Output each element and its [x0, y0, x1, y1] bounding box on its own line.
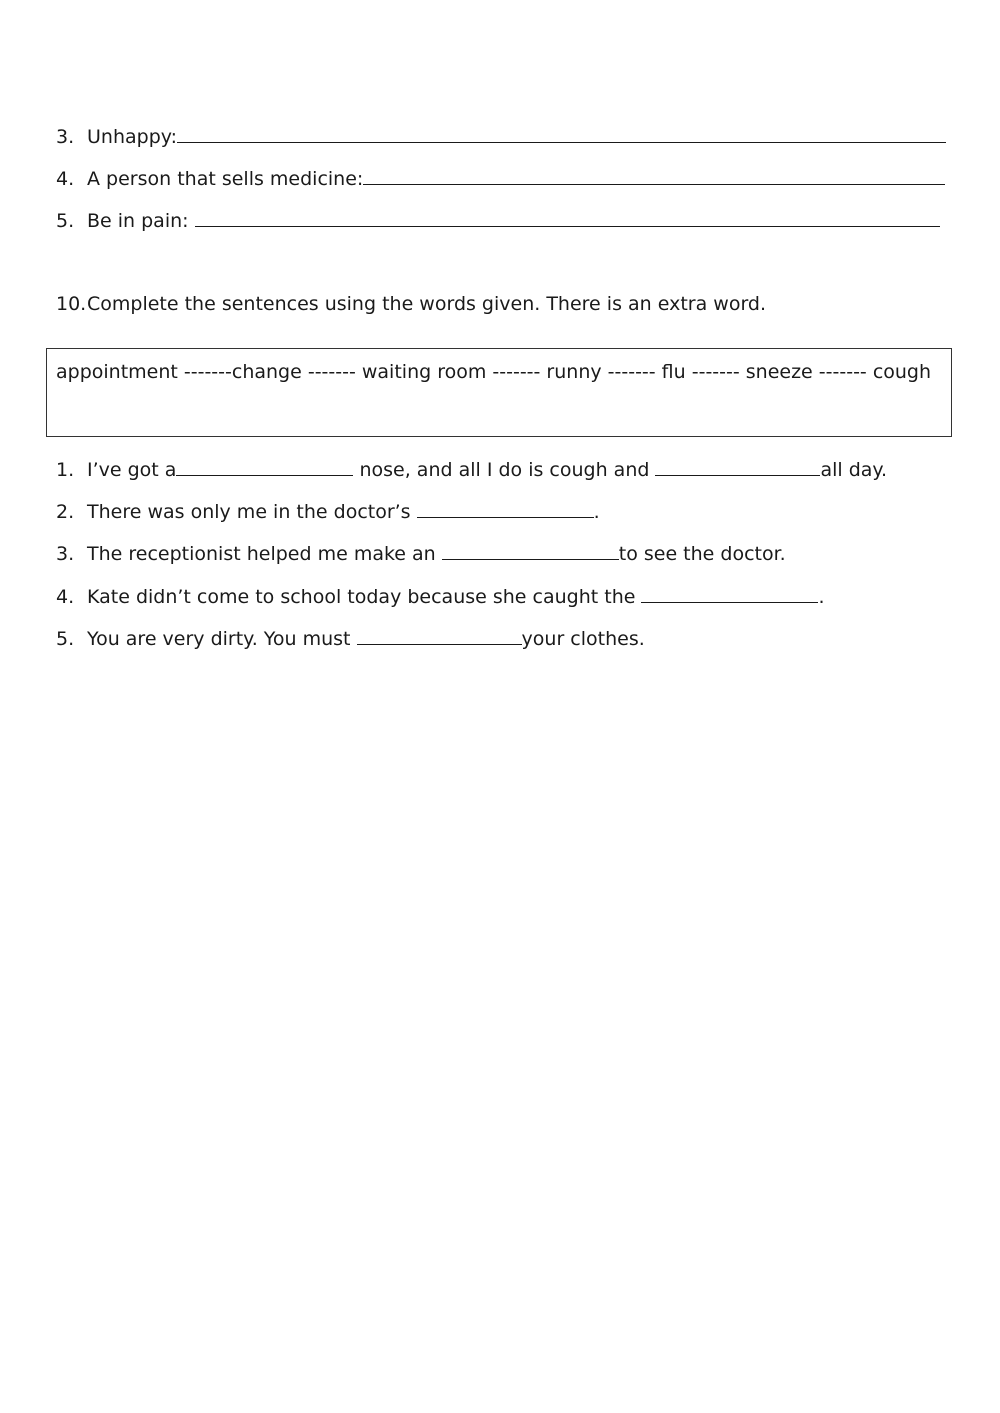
sentence-3 — [56, 541, 786, 566]
answer-blank[interactable] — [177, 124, 946, 143]
sentence-number: 1. — [56, 459, 75, 481]
sentence-text-after: your clothes. — [521, 628, 645, 650]
sentence-4 — [56, 584, 825, 609]
sentence-text-before: You are very dirty. You must — [87, 628, 357, 650]
word-bank-box — [46, 348, 952, 437]
sentence-2 — [56, 499, 600, 524]
answer-blank[interactable] — [176, 457, 353, 476]
vocab-item-4 — [56, 166, 945, 191]
sentence-5 — [56, 626, 645, 651]
answer-blank[interactable] — [195, 208, 940, 227]
sentence-text-after: all day. — [820, 459, 887, 481]
exercise-10-heading — [56, 292, 766, 316]
sentence-number: 5. — [56, 628, 75, 650]
sentence-1 — [56, 457, 887, 482]
sentence-number: 3. — [56, 543, 75, 565]
item-number: 3. — [56, 126, 75, 148]
answer-blank[interactable] — [357, 626, 522, 645]
answer-blank[interactable] — [442, 541, 619, 560]
sentence-text-before: The receptionist helped me make an — [87, 543, 442, 565]
sentence-text-before: I’ve got a — [87, 459, 177, 481]
answer-blank[interactable] — [655, 457, 820, 476]
item-prompt: Unhappy: — [87, 126, 178, 148]
item-prompt: A person that sells medicine: — [87, 168, 364, 190]
exercise-number: 10. — [56, 293, 87, 315]
answer-blank[interactable] — [363, 166, 945, 185]
vocab-item-3 — [56, 124, 946, 149]
item-number: 5. — [56, 210, 75, 232]
word-bank-text: appointment -------change ------- waiting room ------- runny ------- flu ------- sneeze ------- cough — [56, 361, 932, 383]
sentence-text-after: . — [818, 586, 825, 608]
sentence-number: 4. — [56, 586, 75, 608]
answer-blank[interactable] — [417, 499, 594, 518]
item-number: 4. — [56, 168, 75, 190]
sentence-text-after: . — [593, 501, 600, 523]
sentence-number: 2. — [56, 501, 75, 523]
item-prompt: Be in pain: — [87, 210, 195, 232]
sentence-text-before: There was only me in the doctor’s — [87, 501, 417, 523]
sentence-text-before: Kate didn’t come to school today because she caught the — [87, 586, 642, 608]
sentence-text-middle: nose, and all I do is cough and — [353, 459, 656, 481]
sentence-text-after: to see the doctor. — [618, 543, 786, 565]
vocab-item-5 — [56, 208, 940, 233]
exercise-instruction: Complete the sentences using the words given. There is an extra word. — [87, 293, 767, 315]
answer-blank[interactable] — [641, 584, 818, 603]
